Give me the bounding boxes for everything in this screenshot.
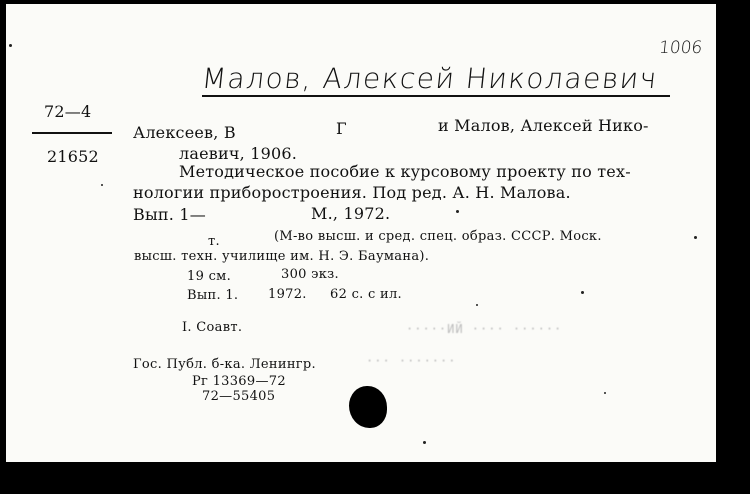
speck bbox=[476, 304, 478, 306]
speck bbox=[423, 441, 426, 444]
print-run: 300 экз. bbox=[281, 267, 339, 282]
volume-detail-year: 1972. bbox=[268, 287, 307, 302]
shelf-mark: 72—4 bbox=[44, 102, 92, 121]
speck bbox=[694, 236, 697, 239]
publisher-line-1: (М-во высш. и сред. спец. образ. СССР. Моск. bbox=[274, 229, 602, 244]
speck bbox=[101, 184, 103, 186]
publisher-line-2: высш. техн. училище им. Н. Э. Баумана). bbox=[134, 249, 430, 264]
volume-detail-label: Вып. 1. bbox=[187, 288, 239, 303]
place-year: М., 1972. bbox=[311, 204, 391, 223]
author-initial: Г bbox=[336, 119, 347, 138]
faded-stamp: ·····ИЙ ···· ······ bbox=[406, 322, 563, 336]
title-line-2: нологии приборостроения. Под ред. А. Н. Малова. bbox=[133, 183, 571, 202]
accession-number: 21652 bbox=[47, 147, 99, 166]
speck bbox=[604, 392, 606, 394]
handwritten-heading: Малов, Алексей Николаевич bbox=[200, 62, 660, 95]
volume-label: Вып. 1— bbox=[133, 205, 206, 224]
speck bbox=[456, 210, 459, 213]
authors-end: и Малов, Алексей Нико- bbox=[438, 116, 649, 135]
title-line-1: Методическое пособие к курсовому проекту по тех- bbox=[179, 162, 631, 181]
library-name: Гос. Публ. б-ка. Ленингр. bbox=[133, 357, 316, 372]
publisher-prefix: т. bbox=[208, 234, 220, 249]
control-number-1: Рг 13369—72 bbox=[192, 374, 286, 389]
heading-underline bbox=[202, 95, 670, 97]
control-number-2: 72—55405 bbox=[202, 389, 276, 404]
author-line-2: лаевич, 1906. bbox=[179, 144, 297, 163]
faded-stamp-2: ··· ······· bbox=[366, 354, 457, 368]
volume-detail-pages: 62 с. с ил. bbox=[330, 287, 402, 302]
corner-number: 1006 bbox=[657, 38, 704, 58]
speck bbox=[581, 291, 584, 294]
speck bbox=[9, 44, 12, 47]
call-number-divider bbox=[32, 132, 112, 134]
coauthor-tracing: I. Соавт. bbox=[182, 320, 243, 335]
physical-size: 19 см. bbox=[187, 269, 231, 284]
ink-blot bbox=[349, 386, 387, 428]
catalog-card bbox=[6, 4, 716, 462]
authors-start: Алексеев, В bbox=[133, 123, 236, 142]
